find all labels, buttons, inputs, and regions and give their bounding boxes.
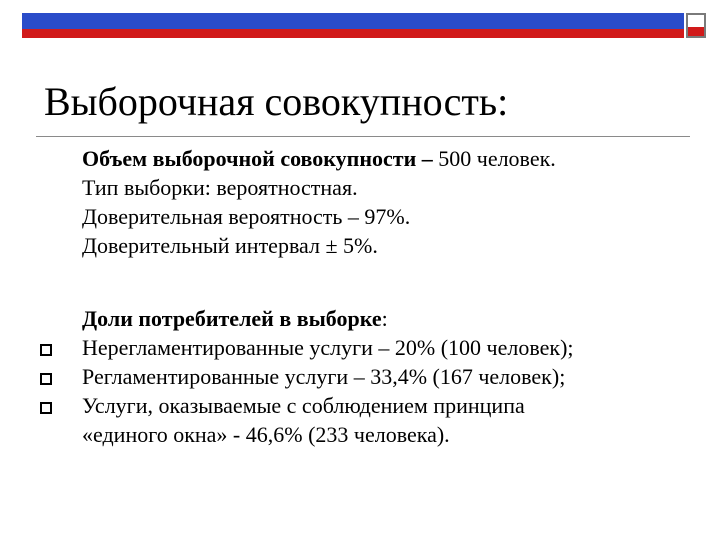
title-divider [36,136,690,137]
hollow-square-bullet-icon [40,344,52,356]
shares-heading-text: Доли потребителей в выборке [82,306,382,331]
corner-red-fill [688,27,704,36]
list-item-regulated: Регламентированные услуги – 33,4% (167 человек); [82,364,566,389]
shares-heading-colon: : [381,306,388,331]
consumer-shares [82,304,574,449]
sample-size-line [82,144,556,173]
list-item-single-window-line2: «единого окна» - 46,6% (233 человека). [82,422,450,447]
sample-size-label: Объем выборочной совокупности – [82,146,433,171]
hollow-square-bullet-icon [40,402,52,414]
header-red-bar [22,29,684,38]
header-blue-bar [22,13,684,29]
sample-size-value: 500 человек. [432,146,556,171]
slide-title: Выборочная совокупность: [44,79,509,124]
header-corner-square [686,13,706,38]
list-item-single-window-line1: Услуги, оказываемые с соблюдением принципа [82,393,525,418]
list-item-single-window [82,391,574,449]
hollow-square-bullet-icon [40,373,52,385]
shares-heading [82,304,574,333]
sample-parameters [82,144,556,260]
confidence-interval-line: Доверительный интервал ± 5%. [82,233,378,258]
sample-type-line: Тип выборки: вероятностная. [82,175,358,200]
list-item-unregulated: Нерегламентированные услуги – 20% (100 человек); [82,335,574,360]
confidence-probability-line: Доверительная вероятность – 97%. [82,204,411,229]
